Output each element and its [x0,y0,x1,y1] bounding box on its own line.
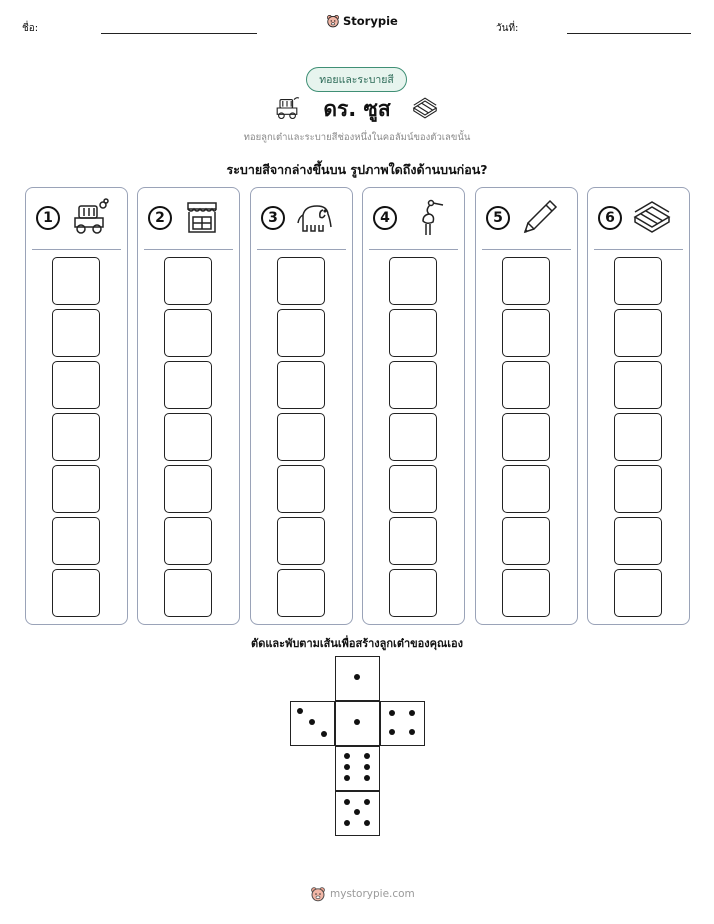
date-label: วันที่: [496,23,519,34]
color-box[interactable] [502,517,550,565]
color-box[interactable] [277,257,325,305]
color-box[interactable] [614,517,662,565]
column-divider [257,249,346,250]
question-text: ระบายสีจากล่างขึ้นบน รูปภาพใดถึงด้านบนก่อน? [226,162,488,177]
dice-pip [409,710,415,716]
color-box[interactable] [164,465,212,513]
dice-pip [354,719,360,725]
date-line[interactable] [567,33,691,34]
page-title: ดร. ซูส [323,97,391,121]
dice-face-1 [335,656,380,701]
column-divider [369,249,458,250]
dice-pip [364,764,370,770]
color-box[interactable] [277,361,325,409]
dice-face-3 [290,701,335,746]
column-number: 2 [148,206,172,230]
color-box[interactable] [502,361,550,409]
dice-pip [309,719,315,725]
pencil-icon [520,197,560,237]
dice-face-4 [380,701,425,746]
color-box[interactable] [277,569,325,617]
dice-pip [389,729,395,735]
color-box[interactable] [614,257,662,305]
column-divider [482,249,571,250]
color-box[interactable] [164,569,212,617]
footer [310,886,415,902]
dice-pip [354,674,360,680]
name-line[interactable] [101,33,257,34]
race-column-4 [362,187,465,625]
race-column-5 [475,187,578,625]
dice-pip [364,775,370,781]
column-divider [32,249,121,250]
color-box[interactable] [52,361,100,409]
color-box[interactable] [389,517,437,565]
color-box[interactable] [164,361,212,409]
dice-pip [344,775,350,781]
color-box[interactable] [52,465,100,513]
dice-pip [344,799,350,805]
column-number: 1 [36,206,60,230]
column-number: 4 [373,206,397,230]
color-box[interactable] [614,309,662,357]
color-box[interactable] [164,309,212,357]
color-box[interactable] [502,413,550,461]
shop-icon [182,197,222,237]
dice-face-6 [335,746,380,791]
column-number: 3 [261,206,285,230]
color-box[interactable] [614,413,662,461]
color-box[interactable] [389,413,437,461]
page-subtitle: ทอยลูกเต๋าและระบายสีช่องหนึ่งในคอลัมน์ของตัวเลขนั้น [243,132,471,143]
car-icon [70,197,110,237]
column-divider [144,249,233,250]
dice-face-1 [335,701,380,746]
color-box[interactable] [164,257,212,305]
dice-pip [344,764,350,770]
dice-pip [409,729,415,735]
race-column-1 [25,187,128,625]
dice-pip [364,799,370,805]
elephant-icon [295,197,335,237]
boxing-ring-icon [411,94,439,122]
name-label: ชื่อ: [22,23,39,34]
title-row [0,92,714,128]
column-number: 5 [486,206,510,230]
color-box[interactable] [389,569,437,617]
color-box[interactable] [502,569,550,617]
bear-mascot-icon [310,886,326,902]
color-box[interactable] [52,569,100,617]
color-box[interactable] [164,413,212,461]
dice-pip [354,809,360,815]
color-box[interactable] [52,413,100,461]
color-box[interactable] [389,257,437,305]
boxing-ring-icon [632,197,672,237]
game-badge: ทอยและระบายสี [306,67,407,92]
color-box[interactable] [277,465,325,513]
color-box[interactable] [614,361,662,409]
race-column-3 [250,187,353,625]
color-box[interactable] [389,309,437,357]
color-box[interactable] [502,465,550,513]
footer-url[interactable]: mystorypie.com [330,888,415,900]
color-box[interactable] [52,517,100,565]
dice-pip [344,753,350,759]
race-column-6 [587,187,690,625]
color-box[interactable] [164,517,212,565]
color-box[interactable] [614,465,662,513]
heron-icon [407,197,447,237]
brand-logo [326,14,398,28]
column-number: 6 [598,206,622,230]
color-box[interactable] [389,361,437,409]
color-box[interactable] [277,517,325,565]
color-box[interactable] [389,465,437,513]
brand-name: Storypie [343,14,398,28]
dice-face-5 [335,791,380,836]
dice-pip [321,731,327,737]
color-box[interactable] [502,257,550,305]
dice-pip [344,820,350,826]
color-box[interactable] [502,309,550,357]
color-box[interactable] [277,413,325,461]
color-box[interactable] [614,569,662,617]
dice-pip [297,708,303,714]
dice-pip [364,820,370,826]
column-divider [594,249,683,250]
color-box[interactable] [52,257,100,305]
bear-mascot-icon [326,14,340,28]
dice-pip [364,753,370,759]
dice-pip [389,710,395,716]
color-box[interactable] [277,309,325,357]
race-column-2 [137,187,240,625]
dice-instruction: ตัดและพับตามเส้นเพื่อสร้างลูกเต๋าของคุณเอง [251,637,463,650]
color-box[interactable] [52,309,100,357]
